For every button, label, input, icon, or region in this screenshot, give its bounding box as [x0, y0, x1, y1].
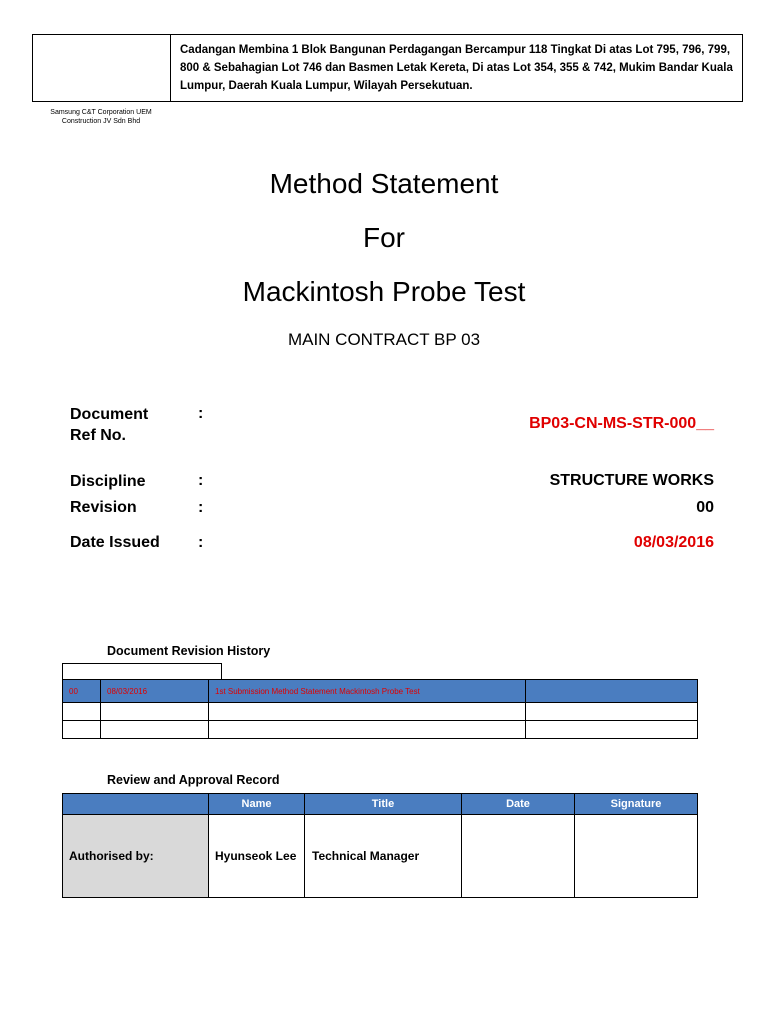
table-row [63, 815, 698, 898]
header-box [32, 34, 743, 102]
doc-ref-label-line2: Ref No. [70, 427, 126, 444]
approval-role: Authorised by: [63, 815, 209, 898]
table-row [63, 703, 698, 721]
col-header-title: Title [305, 794, 462, 815]
date-issued-value: 08/03/2016 [633, 534, 714, 551]
table-row [63, 680, 698, 703]
approver-name: Hyunseok Lee [209, 815, 305, 898]
doc-ref-value: BP03-CN-MS-STR-000__ [529, 415, 714, 432]
table-row [63, 721, 698, 739]
project-description: Cadangan Membina 1 Blok Bangunan Perdagangan Bercampur 118 Tingkat Di atas Lot 795, 796, 799, 800 & Sebahagian Lot 746 dan Basmen Letak Kereta, Di atas Lot 354, 355 & 742, Mukim Bandar Kuala Lumpur, Daerah Kuala Lumpur, Wilayah Persekutuan. [180, 44, 733, 92]
rev-number: 00 [63, 680, 101, 703]
colon: : [198, 534, 204, 551]
approval-table [62, 793, 698, 898]
rev-remarks [526, 680, 698, 703]
date-issued-label: Date Issued [70, 534, 160, 551]
discipline-label: Discipline [70, 473, 146, 490]
rev-date: 08/03/2016 [101, 680, 209, 703]
col-header-signature: Signature [575, 794, 698, 815]
revision-history-heading: Document Revision History [107, 644, 271, 658]
colon: : [198, 499, 204, 516]
colon: : [198, 405, 204, 422]
subtitle: MAIN CONTRACT BP 03 [287, 330, 481, 349]
approval-heading: Review and Approval Record [107, 773, 280, 787]
revision-history-table [62, 679, 698, 739]
revision-label: Revision [70, 499, 137, 516]
approval-signature [575, 815, 698, 898]
discipline-value: STRUCTURE WORKS [549, 472, 714, 489]
col-header-name: Name [209, 794, 305, 815]
revision-stub-cell [62, 663, 222, 679]
company-name: Samsung C&T Corporation UEM Construction JV Sdn Bhd [50, 109, 152, 125]
title-line-2: For [363, 222, 405, 253]
logo-cell [33, 35, 171, 101]
table-header-row [63, 794, 698, 815]
approval-date [462, 815, 575, 898]
col-header-blank [63, 794, 209, 815]
doc-ref-label [70, 404, 148, 446]
col-header-date: Date [462, 794, 575, 815]
rev-description: 1st Submission Method Statement Mackintosh Probe Test [209, 680, 526, 703]
revision-value: 00 [696, 499, 714, 516]
approver-title: Technical Manager [305, 815, 462, 898]
title-line-3: Mackintosh Probe Test [242, 276, 526, 307]
doc-ref-label-line1: Document [70, 406, 149, 423]
title-line-1: Method Statement [269, 168, 499, 199]
colon: : [198, 472, 204, 489]
